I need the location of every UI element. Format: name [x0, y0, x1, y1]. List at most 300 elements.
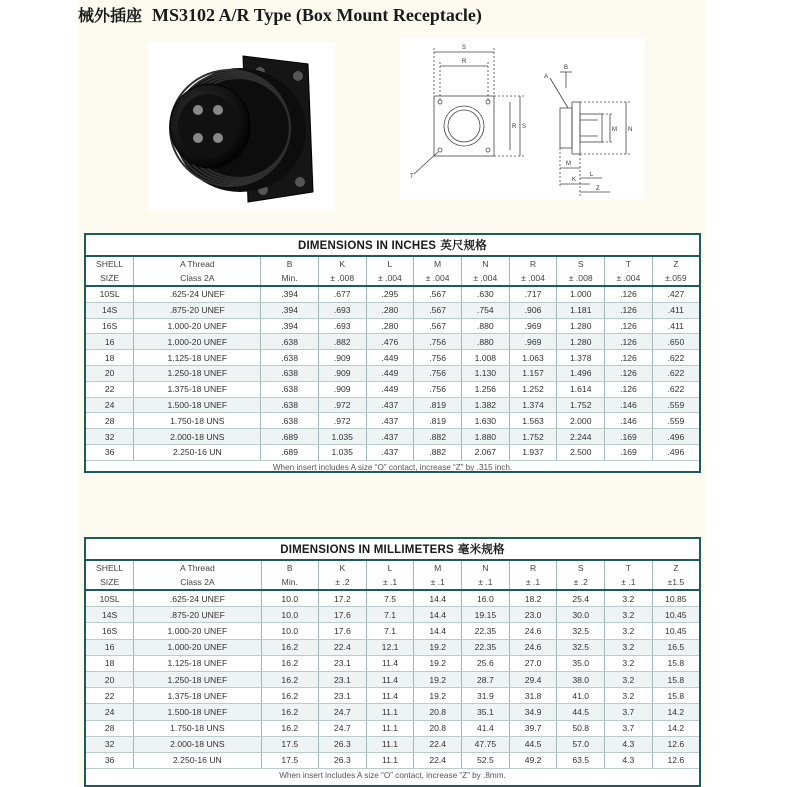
table-cell: 1.614 [557, 381, 605, 397]
table-cell: 1.008 [461, 350, 509, 366]
table-cell: .394 [261, 318, 318, 334]
page-title-cn: 械外插座 [78, 6, 143, 25]
table-cell: 47.75 [462, 736, 510, 752]
table-cell: .693 [318, 302, 366, 318]
column-header: T [605, 257, 653, 271]
table-cell: .756 [414, 334, 462, 350]
mm-title-en: DIMENSIONS IN MILLIMETERS [280, 544, 454, 556]
table-cell: 28 [86, 413, 134, 429]
label-n: N [628, 127, 633, 133]
column-header: L [366, 561, 414, 575]
table-cell: 12.1 [366, 639, 414, 655]
table-cell: .146 [605, 397, 653, 413]
column-header: ± .1 [462, 575, 510, 590]
column-header: K [318, 257, 366, 271]
table-cell: .622 [652, 350, 699, 366]
inches-table [86, 257, 699, 461]
table-cell: .449 [366, 350, 414, 366]
table-cell: 16.2 [261, 720, 319, 736]
label-l: L [590, 172, 594, 178]
table-cell: 3.2 [605, 639, 653, 655]
table-cell: 19.2 [414, 655, 462, 671]
inches-table-body [86, 286, 699, 460]
table-cell: 1.252 [509, 381, 557, 397]
table-cell: 27.0 [509, 655, 557, 671]
table-cell: .819 [414, 413, 462, 429]
table-cell: 20 [86, 365, 134, 381]
table-cell: 4.3 [605, 752, 653, 768]
table-cell: 17.5 [261, 736, 319, 752]
table-cell: 14.2 [652, 704, 699, 720]
table-cell: .819 [414, 397, 462, 413]
table-cell: 3.2 [605, 688, 653, 704]
table-cell: 7.1 [366, 607, 414, 623]
table-cell: 11.4 [366, 688, 414, 704]
table-row [86, 736, 699, 752]
column-header: R [509, 257, 557, 271]
table-cell: .126 [605, 286, 653, 302]
label-a: A [544, 74, 549, 80]
table-cell: .882 [318, 334, 366, 350]
table-cell: 1.752 [557, 397, 605, 413]
table-cell: 20.8 [414, 720, 462, 736]
table-cell: 14.4 [414, 607, 462, 623]
table-cell: 35.0 [557, 655, 605, 671]
table-cell: 11.4 [366, 671, 414, 687]
table-row [86, 318, 699, 334]
table-cell: .906 [509, 302, 557, 318]
table-row [86, 429, 699, 445]
table-cell: .638 [261, 365, 318, 381]
column-header: SIZE [86, 271, 134, 286]
table-cell: 22.4 [414, 736, 462, 752]
label-b: B [564, 65, 569, 71]
table-cell: 3.7 [605, 704, 653, 720]
table-cell: 1.752 [509, 429, 557, 445]
table-cell: 10.85 [652, 590, 699, 607]
table-cell: 3.2 [605, 623, 653, 639]
table-cell: .756 [414, 365, 462, 381]
column-header: A Thread [134, 257, 261, 271]
table-cell: 24.6 [509, 623, 557, 639]
table-cell: 63.5 [557, 752, 605, 768]
table-cell: 1.130 [461, 365, 509, 381]
table-cell: 23.1 [319, 655, 367, 671]
inches-header-row-bottom [86, 271, 699, 286]
table-cell: 1.280 [557, 318, 605, 334]
label-k: K [572, 177, 577, 183]
table-cell: 1.378 [557, 350, 605, 366]
table-cell: .559 [652, 413, 699, 429]
table-cell: 36 [86, 752, 134, 768]
table-cell: 10.45 [652, 607, 699, 623]
table-cell: 26.3 [319, 736, 367, 752]
column-header: T [605, 561, 653, 575]
column-header: A Thread [134, 561, 261, 575]
table-cell: .437 [366, 429, 414, 445]
table-row [86, 413, 699, 429]
table-cell: 26.3 [319, 752, 367, 768]
table-row [86, 381, 699, 397]
inches-table-title [86, 235, 699, 257]
table-cell: .496 [652, 444, 699, 460]
table-cell: .295 [366, 286, 414, 302]
table-cell: 44.5 [509, 736, 557, 752]
table-cell: .476 [366, 334, 414, 350]
table-cell: .394 [261, 286, 318, 302]
table-cell: 34.9 [509, 704, 557, 720]
table-cell: 1.000-20 UNEF [134, 623, 261, 639]
table-cell: .689 [261, 429, 318, 445]
table-cell: 10.0 [261, 623, 319, 639]
table-cell: .638 [261, 381, 318, 397]
table-row [86, 704, 699, 720]
table-cell: 22.35 [462, 623, 510, 639]
column-header: ±1.5 [652, 575, 699, 590]
table-cell: 2.244 [557, 429, 605, 445]
table-cell: 10.0 [261, 607, 319, 623]
table-cell: .126 [605, 381, 653, 397]
table-cell: .650 [652, 334, 699, 350]
table-row [86, 607, 699, 623]
table-cell: 28 [86, 720, 134, 736]
table-cell: 1.125-18 UNEF [134, 655, 261, 671]
table-cell: .882 [414, 429, 462, 445]
table-cell: 30.0 [557, 607, 605, 623]
table-cell: 16.2 [261, 704, 319, 720]
table-cell: 44.5 [557, 704, 605, 720]
table-cell: 7.1 [366, 623, 414, 639]
table-cell: 1.750-18 UNS [134, 413, 261, 429]
table-cell: .449 [366, 381, 414, 397]
table-cell: 16.0 [462, 590, 510, 607]
table-cell: 1.750-18 UNS [134, 720, 261, 736]
table-row [86, 720, 699, 736]
table-cell: 17.2 [319, 590, 367, 607]
table-row [86, 286, 699, 302]
table-cell: 31.9 [462, 688, 510, 704]
table-cell: 22.35 [462, 639, 510, 655]
column-header: N [461, 257, 509, 271]
table-cell: .169 [605, 444, 653, 460]
table-cell: 24.7 [319, 704, 367, 720]
table-cell: .875-20 UNEF [134, 302, 261, 318]
table-row [86, 590, 699, 607]
column-header: ± .008 [318, 271, 366, 286]
dimension-drawing [400, 38, 645, 200]
table-cell: 14S [86, 607, 134, 623]
mm-title-cn: 毫米规格 [457, 542, 505, 556]
table-cell: 12.6 [652, 752, 699, 768]
table-cell: 17.5 [261, 752, 319, 768]
table-cell: .280 [366, 302, 414, 318]
table-cell: .126 [605, 350, 653, 366]
table-cell: .625-24 UNEF [134, 590, 261, 607]
table-cell: 57.0 [557, 736, 605, 752]
table-cell: 24 [86, 397, 134, 413]
table-cell: 4.3 [605, 736, 653, 752]
table-cell: .972 [318, 413, 366, 429]
table-row [86, 655, 699, 671]
table-cell: .411 [652, 318, 699, 334]
table-row [86, 397, 699, 413]
table-cell: 19.2 [414, 639, 462, 655]
table-cell: .882 [414, 444, 462, 460]
table-cell: .567 [414, 318, 462, 334]
table-row [86, 444, 699, 460]
column-header: ± .1 [605, 575, 653, 590]
table-cell: 2.000 [557, 413, 605, 429]
table-cell: 1.382 [461, 397, 509, 413]
column-header: S [557, 257, 605, 271]
table-cell: 1.181 [557, 302, 605, 318]
table-cell: 19.2 [414, 671, 462, 687]
table-cell: 1.630 [461, 413, 509, 429]
table-cell: 1.125-18 UNEF [134, 350, 261, 366]
table-cell: 35.1 [462, 704, 510, 720]
label-s-vertical: S [522, 124, 527, 130]
table-cell: 18 [86, 655, 134, 671]
table-cell: 52.5 [462, 752, 510, 768]
table-cell: .638 [261, 397, 318, 413]
table-cell: 14S [86, 302, 134, 318]
table-cell: 20.8 [414, 704, 462, 720]
table-row [86, 752, 699, 768]
table-row [86, 623, 699, 639]
column-header: B [261, 257, 318, 271]
table-cell: .622 [652, 365, 699, 381]
table-cell: 29.4 [509, 671, 557, 687]
table-cell: 7.5 [366, 590, 414, 607]
table-cell: 2.000-18 UNS [134, 736, 261, 752]
table-cell: 24.6 [509, 639, 557, 655]
column-header: B [261, 561, 319, 575]
inches-note: When insert includes A size “O” contact, increase “Z” by .315 inch. [272, 462, 513, 472]
table-cell: 10.45 [652, 623, 699, 639]
column-header: ± .008 [557, 271, 605, 286]
table-cell: 41.0 [557, 688, 605, 704]
mm-table-body [86, 590, 699, 769]
table-cell: 1.035 [318, 444, 366, 460]
table-cell: 16.5 [652, 639, 699, 655]
column-header: SHELL [86, 561, 134, 575]
table-cell: 1.280 [557, 334, 605, 350]
mm-table [86, 561, 699, 769]
table-cell: .146 [605, 413, 653, 429]
table-cell: .875-20 UNEF [134, 607, 261, 623]
table-cell: 50.8 [557, 720, 605, 736]
column-header: ± .2 [557, 575, 605, 590]
column-header: ±.059 [652, 271, 699, 286]
table-cell: 25.4 [557, 590, 605, 607]
column-header: R [509, 561, 557, 575]
table-cell: .559 [652, 397, 699, 413]
table-cell: .909 [318, 381, 366, 397]
table-cell: .630 [461, 286, 509, 302]
column-header: SIZE [86, 575, 134, 590]
table-cell: 36 [86, 444, 134, 460]
table-cell: 23.1 [319, 688, 367, 704]
table-cell: 2.067 [461, 444, 509, 460]
table-row [86, 350, 699, 366]
table-cell: .449 [366, 365, 414, 381]
table-cell: 10.0 [261, 590, 319, 607]
column-header: K [319, 561, 367, 575]
table-cell: 49.2 [509, 752, 557, 768]
table-cell: 41.4 [462, 720, 510, 736]
inches-title-en: DIMENSIONS IN INCHES [298, 240, 437, 252]
table-cell: 1.000-20 UNEF [134, 318, 261, 334]
table-cell: 17.6 [319, 623, 367, 639]
table-cell: .394 [261, 302, 318, 318]
table-cell: 1.157 [509, 365, 557, 381]
table-cell: 2.000-18 UNS [134, 429, 261, 445]
table-cell: .625-24 UNEF [134, 286, 261, 302]
table-cell: 16.2 [261, 639, 319, 655]
column-header: Class 2A [134, 575, 261, 590]
connector-photo [148, 42, 335, 210]
table-cell: 23.1 [319, 671, 367, 687]
column-header: ± .004 [461, 271, 509, 286]
table-cell: 15.8 [652, 655, 699, 671]
table-cell: 1.250-18 UNEF [134, 671, 261, 687]
table-cell: 1.256 [461, 381, 509, 397]
table-cell: 1.000 [557, 286, 605, 302]
table-row [86, 334, 699, 350]
column-header: S [557, 561, 605, 575]
table-cell: .756 [414, 381, 462, 397]
column-header: SHELL [86, 257, 134, 271]
table-cell: 16 [86, 334, 134, 350]
table-cell: 3.2 [605, 671, 653, 687]
label-m: M [612, 127, 617, 133]
table-cell: 1.374 [509, 397, 557, 413]
column-header: Z [673, 563, 679, 573]
column-header: M [414, 561, 462, 575]
table-cell: 25.6 [462, 655, 510, 671]
table-cell: 22 [86, 688, 134, 704]
table-cell: .693 [318, 318, 366, 334]
table-cell: 11.1 [366, 736, 414, 752]
label-r-vertical: R [512, 124, 517, 130]
table-cell: .411 [652, 302, 699, 318]
table-cell: .126 [605, 365, 653, 381]
table-cell: .972 [318, 397, 366, 413]
table-cell: 14.4 [414, 590, 462, 607]
label-s: S [462, 45, 467, 51]
table-cell: .638 [261, 413, 318, 429]
table-cell: 1.937 [509, 444, 557, 460]
table-cell: 19.2 [414, 688, 462, 704]
connector-image [148, 42, 335, 210]
page-title [78, 4, 482, 26]
table-cell: 1.563 [509, 413, 557, 429]
table-cell: 15.8 [652, 688, 699, 704]
table-cell: 1.000-20 UNEF [134, 334, 261, 350]
table-cell: 2.250-16 UN [134, 444, 261, 460]
table-cell: 22.4 [319, 639, 367, 655]
inches-title-cn: 英尺规格 [440, 238, 487, 252]
table-cell: .280 [366, 318, 414, 334]
table-cell: 28.7 [462, 671, 510, 687]
table-cell: 1.500-18 UNEF [134, 704, 261, 720]
table-row [86, 639, 699, 655]
column-header: ± .2 [319, 575, 367, 590]
mm-table-panel [84, 537, 701, 787]
table-cell: .717 [509, 286, 557, 302]
table-cell: 32 [86, 429, 134, 445]
table-cell: 1.375-18 UNEF [134, 688, 261, 704]
table-cell: 1.496 [557, 365, 605, 381]
table-cell: 38.0 [557, 671, 605, 687]
column-header: ± .1 [414, 575, 462, 590]
table-cell: 32.5 [557, 623, 605, 639]
table-cell: .969 [509, 318, 557, 334]
table-cell: 16.2 [261, 655, 319, 671]
table-cell: 23.0 [509, 607, 557, 623]
table-cell: .909 [318, 365, 366, 381]
table-cell: 11.1 [366, 720, 414, 736]
table-cell: .880 [461, 334, 509, 350]
table-cell: .622 [652, 381, 699, 397]
table-cell: 32 [86, 736, 134, 752]
table-cell: .126 [605, 318, 653, 334]
table-cell: 22 [86, 381, 134, 397]
table-cell: 14.2 [652, 720, 699, 736]
table-cell: .689 [261, 444, 318, 460]
table-cell: .169 [605, 429, 653, 445]
table-cell: 3.2 [605, 607, 653, 623]
table-cell: 22.4 [414, 752, 462, 768]
table-cell: .496 [652, 429, 699, 445]
mm-table-title [86, 539, 699, 561]
table-cell: 14.4 [414, 623, 462, 639]
column-header: M [414, 257, 462, 271]
table-cell: 11.4 [366, 655, 414, 671]
column-header: L [366, 257, 414, 271]
table-cell: .437 [366, 397, 414, 413]
table-row [86, 302, 699, 318]
table-cell: 11.1 [366, 752, 414, 768]
table-cell: .638 [261, 334, 318, 350]
table-cell: 1.035 [318, 429, 366, 445]
table-cell: 10SL [86, 590, 134, 607]
table-cell: 3.2 [605, 655, 653, 671]
table-cell: 39.7 [509, 720, 557, 736]
table-cell: 1.880 [461, 429, 509, 445]
mm-header-row-bottom [86, 575, 699, 590]
table-cell: .567 [414, 286, 462, 302]
technical-drawing [400, 38, 645, 200]
table-cell: 15.8 [652, 671, 699, 687]
mm-header-row-top [86, 561, 699, 575]
mm-note: When insert includes A size “O” contact, increase “Z” by .8mm. [279, 771, 506, 781]
page-title-en: MS3102 A/R Type (Box Mount Receptacle) [152, 5, 482, 25]
table-cell: 2.500 [557, 444, 605, 460]
table-cell: .437 [366, 444, 414, 460]
table-cell: .437 [366, 413, 414, 429]
table-cell: 3.7 [605, 720, 653, 736]
table-cell: 1.375-18 UNEF [134, 381, 261, 397]
table-cell: 20 [86, 671, 134, 687]
table-cell: 1.000-20 UNEF [134, 639, 261, 655]
column-header: Z [673, 259, 679, 269]
table-cell: 17.6 [319, 607, 367, 623]
table-cell: .638 [261, 350, 318, 366]
table-cell: .880 [461, 318, 509, 334]
table-cell: 2.250-16 UN [134, 752, 261, 768]
column-header: ± .1 [509, 575, 557, 590]
